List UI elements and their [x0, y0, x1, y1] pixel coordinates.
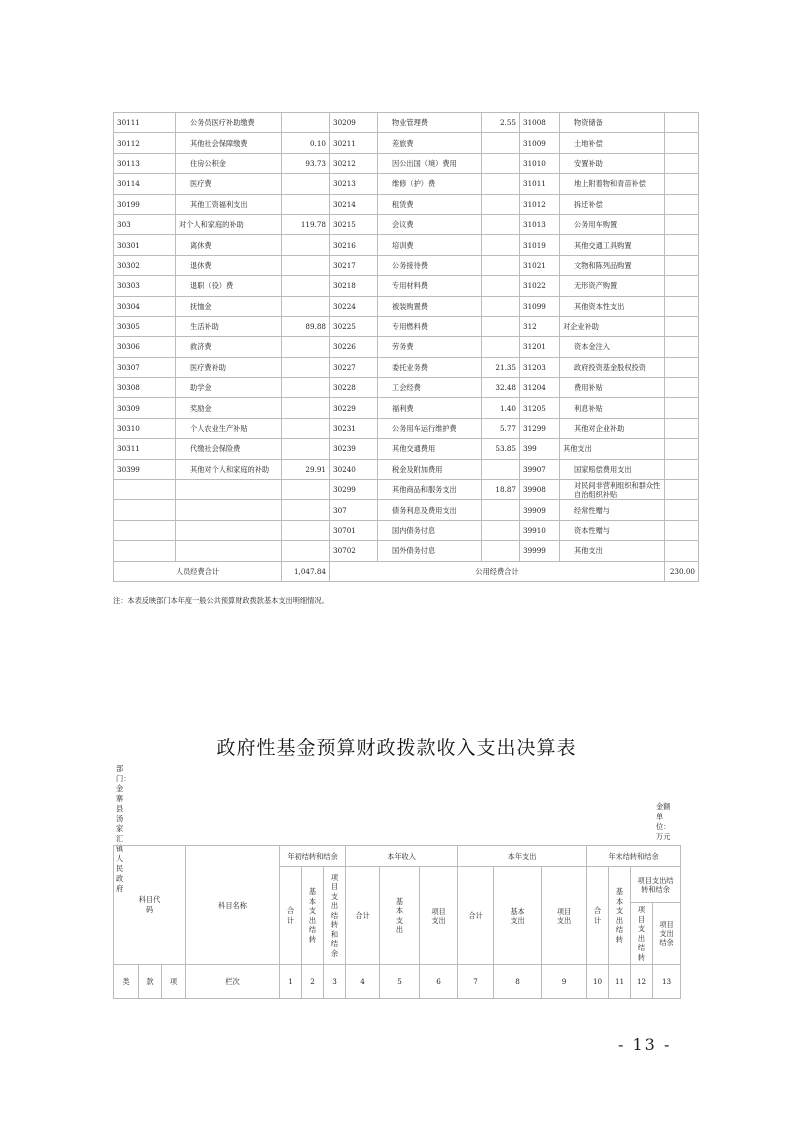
table-cell: 土地补偿 — [560, 133, 665, 153]
table-cell: 18.87 — [482, 480, 520, 500]
group-end-header: 年末结转和结余 — [587, 846, 681, 867]
table-cell: 312 — [520, 316, 560, 336]
table-cell: 退休费 — [176, 255, 282, 275]
table-cell: 助学金 — [176, 378, 282, 398]
table-row — [114, 133, 699, 153]
table-cell: 39908 — [520, 480, 560, 500]
table-row — [114, 153, 699, 173]
table-cell: 30213 — [330, 174, 378, 194]
table-cell — [482, 133, 520, 153]
table-cell — [482, 520, 520, 540]
table-cell — [665, 133, 699, 153]
table-cell — [665, 174, 699, 194]
table-cell: 维修（护）费 — [378, 174, 482, 194]
table-cell: 其他支出 — [560, 439, 665, 459]
fund-budget-table: 科目代码 科目名称 年初结转和结余 本年收入 本年支出 年末结转和结余 合计 基本支出结转 项目支出结转和结余 合计 基本支出 项目支出 合计 基本支出 项目支出 合计 基本支出结转 项目支出结转和结余 项目支出结转 项目支出结余 类 款 项 栏次 1 2 3 4 5 6 7 8 9 10 11 12 13 — [113, 845, 681, 999]
table-row — [114, 418, 699, 438]
table-cell: 救济费 — [176, 337, 282, 357]
table-cell: 30214 — [330, 194, 378, 214]
table-cell: 31022 — [520, 276, 560, 296]
table-cell: 31008 — [520, 113, 560, 133]
table-cell: 其他支出 — [560, 541, 665, 561]
table-row — [114, 296, 699, 316]
table-cell: 307 — [330, 500, 378, 520]
table-cell: 39999 — [520, 541, 560, 561]
table-cell: 31299 — [520, 418, 560, 438]
table-cell — [665, 255, 699, 275]
table-cell — [665, 153, 699, 173]
table-cell: 119.78 — [282, 214, 330, 234]
table-cell: 资本性赠与 — [560, 520, 665, 540]
table-cell — [176, 480, 282, 500]
table-cell — [482, 541, 520, 561]
table-cell — [482, 276, 520, 296]
table-cell: 30229 — [330, 398, 378, 418]
group-income-header: 本年收入 — [346, 846, 458, 867]
table-note: 注：本表反映部门本年度一般公共预算财政拨款基本支出明细情况。 — [113, 596, 329, 605]
table-cell: 30225 — [330, 316, 378, 336]
table-row — [114, 459, 699, 479]
column-index-row: 类 款 项 栏次 1 2 3 4 5 6 7 8 9 10 11 12 13 — [114, 965, 681, 999]
table-cell: 31201 — [520, 337, 560, 357]
table-cell — [665, 418, 699, 438]
table-cell: 30240 — [330, 459, 378, 479]
table-cell — [482, 337, 520, 357]
table-cell: 国外债务付息 — [378, 541, 482, 561]
table-cell: 劳务费 — [378, 337, 482, 357]
table-cell: 委托业务费 — [378, 357, 482, 377]
table-row — [114, 235, 699, 255]
table-cell — [282, 235, 330, 255]
table-cell — [282, 174, 330, 194]
table-cell — [114, 520, 176, 540]
table-cell: 30111 — [114, 113, 176, 133]
table-cell — [282, 276, 330, 296]
table-cell: 培训费 — [378, 235, 482, 255]
table-cell: 其他对企业补助 — [560, 418, 665, 438]
table-cell — [176, 541, 282, 561]
table-cell — [282, 296, 330, 316]
table-cell: 39909 — [520, 500, 560, 520]
table-cell: 30231 — [330, 418, 378, 438]
table-cell: 53.85 — [482, 439, 520, 459]
group-begin-header: 年初结转和结余 — [280, 846, 346, 867]
table-cell: 30114 — [114, 174, 176, 194]
table-cell — [665, 520, 699, 540]
table-cell — [282, 541, 330, 561]
table-cell: 31099 — [520, 296, 560, 316]
table-cell: 30308 — [114, 378, 176, 398]
table-cell — [482, 194, 520, 214]
table-cell — [665, 194, 699, 214]
table-cell — [282, 439, 330, 459]
table-cell: 税金及附加费用 — [378, 459, 482, 479]
table-cell: 30239 — [330, 439, 378, 459]
table-cell: 租赁费 — [378, 194, 482, 214]
table-cell: 39910 — [520, 520, 560, 540]
table-cell: 30301 — [114, 235, 176, 255]
table-cell: 30112 — [114, 133, 176, 153]
table-cell — [114, 480, 176, 500]
table-row — [114, 337, 699, 357]
table-row — [114, 276, 699, 296]
table-cell: 文物和陈列品购置 — [560, 255, 665, 275]
table-cell: 29.91 — [282, 459, 330, 479]
table-cell: 39907 — [520, 459, 560, 479]
table-cell: 因公出国（境）费用 — [378, 153, 482, 173]
table-cell: 30212 — [330, 153, 378, 173]
table-cell: 30702 — [330, 541, 378, 561]
table-row — [114, 357, 699, 377]
table-row — [114, 316, 699, 336]
table-cell: 公务用车运行维护费 — [378, 418, 482, 438]
table-row — [114, 520, 699, 540]
table-cell — [282, 357, 330, 377]
table-cell — [665, 337, 699, 357]
table-cell: 对民间非营利组织和群众性自治组织补贴 — [560, 480, 665, 500]
table-cell: 政府投资基金股权投资 — [560, 357, 665, 377]
table-cell — [282, 194, 330, 214]
table-cell: 个人农业生产补贴 — [176, 418, 282, 438]
table-cell: 物业管理费 — [378, 113, 482, 133]
table-cell — [665, 316, 699, 336]
table-cell: 31204 — [520, 378, 560, 398]
table-cell: 其他社会保障缴费 — [176, 133, 282, 153]
table-cell: 拆迁补偿 — [560, 194, 665, 214]
table-cell: 医疗费补助 — [176, 357, 282, 377]
table-cell — [665, 541, 699, 561]
table-row — [114, 378, 699, 398]
table-cell — [176, 520, 282, 540]
table-cell: 专用燃料费 — [378, 316, 482, 336]
table-cell: 31205 — [520, 398, 560, 418]
table-cell: 其他商品和服务支出 — [378, 480, 482, 500]
table-cell: 31009 — [520, 133, 560, 153]
table-cell: 利息补贴 — [560, 398, 665, 418]
table-cell: 89.88 — [282, 316, 330, 336]
table-cell: 医疗费 — [176, 174, 282, 194]
department-label: 部门：金寨县汤家汇镇人民政府 — [116, 764, 131, 893]
table-cell: 退职（役）费 — [176, 276, 282, 296]
public-total-label: 公用经费合计 — [330, 561, 665, 581]
table-cell — [665, 296, 699, 316]
table-cell: 奖励金 — [176, 398, 282, 418]
table-cell: 30228 — [330, 378, 378, 398]
expenditure-detail-table — [113, 112, 699, 582]
table-cell: 无形资产购置 — [560, 276, 665, 296]
table-cell: 31011 — [520, 174, 560, 194]
table-cell — [482, 214, 520, 234]
table-row — [114, 174, 699, 194]
table-row — [114, 500, 699, 520]
table-cell: 30309 — [114, 398, 176, 418]
table-cell — [665, 398, 699, 418]
table-cell: 30209 — [330, 113, 378, 133]
table-cell: 30216 — [330, 235, 378, 255]
table-row — [114, 214, 699, 234]
personnel-total-label: 人员经费合计 — [114, 561, 282, 581]
table-cell: 住房公积金 — [176, 153, 282, 173]
table-cell: 其他资本性支出 — [560, 296, 665, 316]
table-cell — [665, 500, 699, 520]
table-cell: 30305 — [114, 316, 176, 336]
table-cell — [482, 459, 520, 479]
table-row — [114, 255, 699, 275]
table-cell: 30227 — [330, 357, 378, 377]
table-cell: 0.10 — [282, 133, 330, 153]
table-cell: 30226 — [330, 337, 378, 357]
table-cell — [282, 500, 330, 520]
table-cell: 福利费 — [378, 398, 482, 418]
table-cell: 对企业补助 — [560, 316, 665, 336]
table-cell — [482, 153, 520, 173]
personnel-total-value: 1,047.84 — [282, 561, 330, 581]
table-cell: 31203 — [520, 357, 560, 377]
table-cell: 费用补贴 — [560, 378, 665, 398]
table-cell: 代缴社会保险费 — [176, 439, 282, 459]
group-expend-header: 本年支出 — [458, 846, 587, 867]
table-cell — [282, 418, 330, 438]
table-cell — [665, 276, 699, 296]
table-cell: 30310 — [114, 418, 176, 438]
table-cell: 30113 — [114, 153, 176, 173]
table-cell — [665, 214, 699, 234]
table-cell — [282, 378, 330, 398]
table-cell: 生活补助 — [176, 316, 282, 336]
table-cell — [482, 235, 520, 255]
table-cell: 经常性赠与 — [560, 500, 665, 520]
table-cell — [665, 113, 699, 133]
table-cell: 专用材料费 — [378, 276, 482, 296]
table-row — [114, 398, 699, 418]
table-cell: 其他工资福利支出 — [176, 194, 282, 214]
subject-code-header: 科目代码 — [114, 846, 186, 965]
table-cell: 物资储备 — [560, 113, 665, 133]
table-cell — [482, 255, 520, 275]
table-cell — [482, 316, 520, 336]
table-cell: 其他交通工具购置 — [560, 235, 665, 255]
table-cell — [282, 337, 330, 357]
table-cell: 公务员医疗补助缴费 — [176, 113, 282, 133]
table-cell — [665, 357, 699, 377]
table-cell: 对个人和家庭的补助 — [176, 214, 282, 234]
table-cell: 30399 — [114, 459, 176, 479]
table-cell — [282, 480, 330, 500]
table-cell: 30217 — [330, 255, 378, 275]
table-cell: 30199 — [114, 194, 176, 214]
amount-unit-label: 金额单位：万元 — [656, 802, 671, 841]
table-cell: 31013 — [520, 214, 560, 234]
table-cell: 工会经费 — [378, 378, 482, 398]
table-cell: 国家赔偿费用支出 — [560, 459, 665, 479]
table-cell: 抚恤金 — [176, 296, 282, 316]
table-cell — [114, 541, 176, 561]
table-cell — [482, 296, 520, 316]
table-cell: 被装购置费 — [378, 296, 482, 316]
table-cell: 303 — [114, 214, 176, 234]
table-cell: 离休费 — [176, 235, 282, 255]
table-cell: 1.40 — [482, 398, 520, 418]
subject-name-header: 科目名称 — [186, 846, 280, 965]
table-cell — [665, 439, 699, 459]
page-title: 政府性基金预算财政拨款收入支出决算表 — [216, 737, 577, 759]
public-total-value: 230.00 — [665, 561, 699, 581]
table-row — [114, 194, 699, 214]
table-cell: 差旅费 — [378, 133, 482, 153]
table-cell: 32.48 — [482, 378, 520, 398]
table-cell — [665, 459, 699, 479]
table-cell: 30224 — [330, 296, 378, 316]
table-cell — [665, 480, 699, 500]
table-cell: 30311 — [114, 439, 176, 459]
table-cell: 5.77 — [482, 418, 520, 438]
table-cell — [482, 500, 520, 520]
table-cell: 30701 — [330, 520, 378, 540]
page-number: - 13 - — [618, 1035, 672, 1054]
table-cell — [665, 235, 699, 255]
table-cell: 30302 — [114, 255, 176, 275]
table-cell: 国内债务付息 — [378, 520, 482, 540]
table-cell: 30215 — [330, 214, 378, 234]
table-cell: 30307 — [114, 357, 176, 377]
table-cell: 31010 — [520, 153, 560, 173]
table-cell: 债务利息及费用支出 — [378, 500, 482, 520]
table-cell: 地上附着物和青苗补偿 — [560, 174, 665, 194]
table-cell: 30304 — [114, 296, 176, 316]
table-cell: 30211 — [330, 133, 378, 153]
table-cell — [114, 500, 176, 520]
table-cell: 93.73 — [282, 153, 330, 173]
table-row — [114, 480, 699, 500]
table-cell: 30303 — [114, 276, 176, 296]
table-cell — [282, 520, 330, 540]
table-cell: 31019 — [520, 235, 560, 255]
table-row — [114, 113, 699, 133]
table-cell — [665, 378, 699, 398]
table-cell: 其他交通费用 — [378, 439, 482, 459]
table-cell: 21.35 — [482, 357, 520, 377]
table-cell: 399 — [520, 439, 560, 459]
table-cell — [176, 500, 282, 520]
table-cell: 31012 — [520, 194, 560, 214]
table-cell: 31021 — [520, 255, 560, 275]
table-cell: 会议费 — [378, 214, 482, 234]
totals-row — [114, 561, 699, 581]
table-cell — [282, 113, 330, 133]
table-cell — [282, 255, 330, 275]
table-cell: 其他对个人和家庭的补助 — [176, 459, 282, 479]
table-cell — [482, 174, 520, 194]
table-row — [114, 541, 699, 561]
table-cell — [282, 398, 330, 418]
table-cell: 2.55 — [482, 113, 520, 133]
table-cell: 资本金注入 — [560, 337, 665, 357]
table-cell: 公务接待费 — [378, 255, 482, 275]
table-cell: 30306 — [114, 337, 176, 357]
table-cell: 安置补助 — [560, 153, 665, 173]
table-cell: 公务用车购置 — [560, 214, 665, 234]
table-row — [114, 439, 699, 459]
table-cell: 30218 — [330, 276, 378, 296]
table-cell: 30299 — [330, 480, 378, 500]
